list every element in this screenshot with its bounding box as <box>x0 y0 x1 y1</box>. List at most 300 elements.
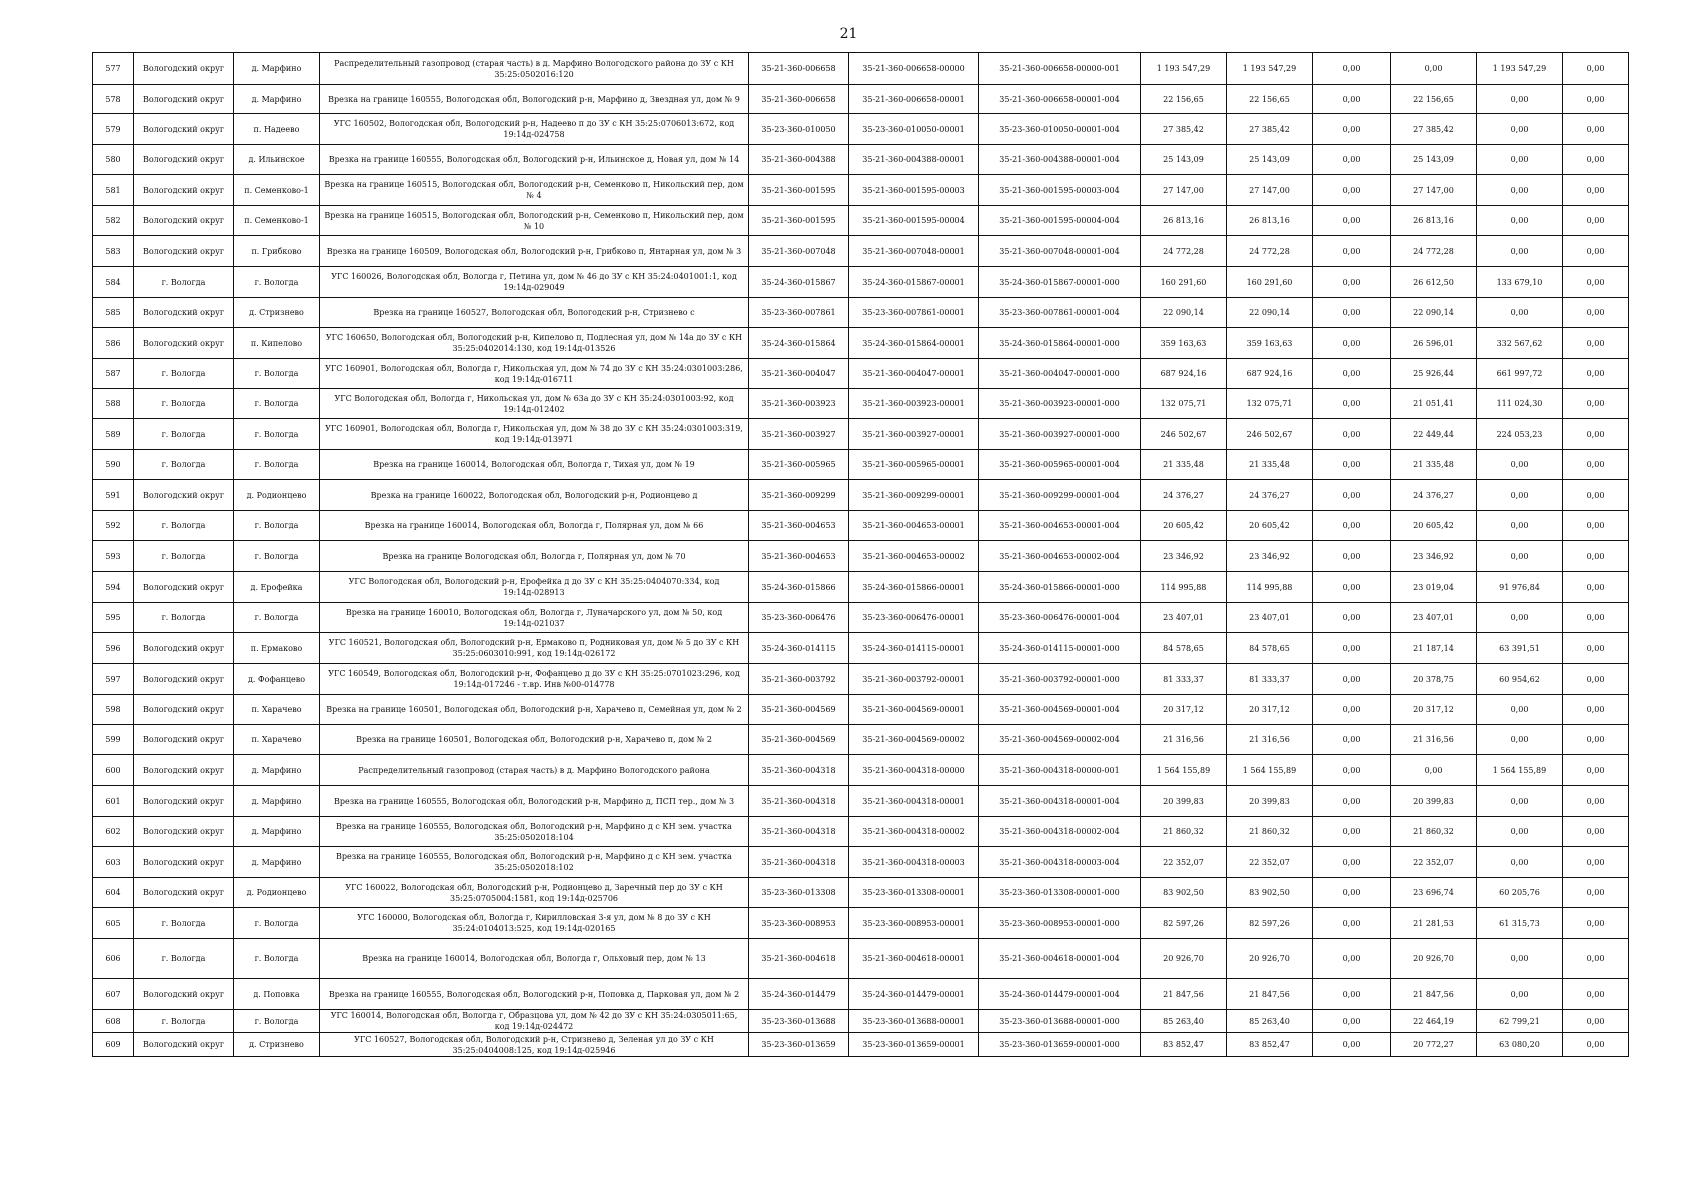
initial-cost-cell: 114 995,88 <box>1141 572 1227 603</box>
amortization-cell: 0,00 <box>1313 450 1391 480</box>
value-cell-c: 0,00 <box>1563 786 1629 817</box>
amortization-cell: 0,00 <box>1313 603 1391 633</box>
registry-code-cell: 35-23-360-013688 <box>749 1010 849 1033</box>
value-cell-c: 0,00 <box>1563 817 1629 847</box>
value-cell-c: 0,00 <box>1563 939 1629 979</box>
row-number-cell: 608 <box>93 1010 134 1033</box>
locality-cell: г. Вологда <box>234 939 320 979</box>
value-cell-b: 332 567,62 <box>1477 328 1563 359</box>
object-description-cell: Врезка на границе 160555, Вологодская обл, Вологодский р-н, Ильинское д, Новая ул, дом № 14 <box>320 145 749 175</box>
residual-cost-cell: 23 407,01 <box>1227 603 1313 633</box>
locality-cell: г. Вологда <box>234 541 320 572</box>
row-number-cell: 604 <box>93 878 134 908</box>
object-description-cell: Врезка на границе 160527, Вологодская обл, Вологодский р-н, Стризнево с <box>320 298 749 328</box>
value-cell-b: 1 193 547,29 <box>1477 53 1563 85</box>
initial-cost-cell: 22 156,65 <box>1141 85 1227 114</box>
registry-code-cell: 35-21-360-004618 <box>749 939 849 979</box>
initial-cost-cell: 23 346,92 <box>1141 541 1227 572</box>
value-cell-a: 20 399,83 <box>1391 786 1477 817</box>
initial-cost-cell: 21 860,32 <box>1141 817 1227 847</box>
value-cell-a: 25 143,09 <box>1391 145 1477 175</box>
district-cell: Вологодский округ <box>134 786 234 817</box>
initial-cost-cell: 27 147,00 <box>1141 175 1227 206</box>
value-cell-a: 26 612,50 <box>1391 267 1477 298</box>
locality-cell: г. Вологда <box>234 450 320 480</box>
locality-cell: г. Вологда <box>234 359 320 389</box>
district-cell: Вологодский округ <box>134 817 234 847</box>
table-row <box>93 359 1629 389</box>
registry-code-cell: 35-24-360-015866 <box>749 572 849 603</box>
value-cell-c: 0,00 <box>1563 328 1629 359</box>
value-cell-c: 0,00 <box>1563 85 1629 114</box>
table-row <box>93 541 1629 572</box>
district-cell: г. Вологда <box>134 603 234 633</box>
object-description-cell: УГС 160014, Вологодская обл, Вологда г, Образцова ул, дом № 42 до ЗУ с КН 35:24:0305011:65, код 19:14д-024472 <box>320 1010 749 1033</box>
value-cell-b: 60 954,62 <box>1477 664 1563 695</box>
initial-cost-cell: 246 502,67 <box>1141 419 1227 450</box>
locality-cell: г. Вологда <box>234 389 320 419</box>
residual-cost-cell: 25 143,09 <box>1227 145 1313 175</box>
residual-cost-cell: 20 317,12 <box>1227 695 1313 725</box>
amortization-cell: 0,00 <box>1313 53 1391 85</box>
district-cell: Вологодский округ <box>134 175 234 206</box>
table-row <box>93 1010 1629 1033</box>
value-cell-b: 0,00 <box>1477 541 1563 572</box>
registry-code-cell: 35-21-360-001595 <box>749 206 849 236</box>
amortization-cell: 0,00 <box>1313 511 1391 541</box>
inventory-code-cell: 35-21-360-006658-00001-004 <box>979 85 1141 114</box>
inventory-code-cell: 35-21-360-007048-00001-004 <box>979 236 1141 267</box>
district-cell: г. Вологда <box>134 908 234 939</box>
table-row <box>93 786 1629 817</box>
value-cell-b: 661 997,72 <box>1477 359 1563 389</box>
value-cell-b: 63 080,20 <box>1477 1033 1563 1057</box>
locality-cell: д. Марфино <box>234 847 320 878</box>
table-row <box>93 450 1629 480</box>
table-row <box>93 755 1629 786</box>
residual-cost-cell: 84 578,65 <box>1227 633 1313 664</box>
registry-code-cell: 35-24-360-014479 <box>749 979 849 1010</box>
value-cell-c: 0,00 <box>1563 53 1629 85</box>
value-cell-c: 0,00 <box>1563 755 1629 786</box>
residual-cost-cell: 21 860,32 <box>1227 817 1313 847</box>
object-description-cell: УГС Вологодская обл, Вологодский р-н, Ерофейка д до ЗУ с КН 35:25:0404070:334, код 19:14д-028913 <box>320 572 749 603</box>
amortization-cell: 0,00 <box>1313 480 1391 511</box>
registry-code-cell: 35-21-360-003923 <box>749 389 849 419</box>
row-number-cell: 593 <box>93 541 134 572</box>
value-cell-c: 0,00 <box>1563 541 1629 572</box>
inventory-code-cell: 35-21-360-004653-00002-004 <box>979 541 1141 572</box>
object-code-cell: 35-24-360-015864-00001 <box>849 328 979 359</box>
value-cell-b: 0,00 <box>1477 85 1563 114</box>
table-row <box>93 847 1629 878</box>
value-cell-a: 22 449,44 <box>1391 419 1477 450</box>
value-cell-b: 0,00 <box>1477 236 1563 267</box>
locality-cell: д. Марфино <box>234 755 320 786</box>
locality-cell: п. Харачево <box>234 695 320 725</box>
value-cell-a: 23 019,04 <box>1391 572 1477 603</box>
object-description-cell: Врезка на границе 160555, Вологодская обл, Вологодский р-н, Марфино д с КН зем. участка 35:25:0502018:102 <box>320 847 749 878</box>
inventory-code-cell: 35-21-360-004318-00003-004 <box>979 847 1141 878</box>
object-code-cell: 35-21-360-004388-00001 <box>849 145 979 175</box>
locality-cell: д. Ерофейка <box>234 572 320 603</box>
registry-code-cell: 35-24-360-015867 <box>749 267 849 298</box>
value-cell-b: 60 205,76 <box>1477 878 1563 908</box>
value-cell-a: 20 605,42 <box>1391 511 1477 541</box>
inventory-code-cell: 35-24-360-015864-00001-000 <box>979 328 1141 359</box>
value-cell-c: 0,00 <box>1563 633 1629 664</box>
residual-cost-cell: 23 346,92 <box>1227 541 1313 572</box>
value-cell-c: 0,00 <box>1563 480 1629 511</box>
registry-table <box>92 52 1629 1057</box>
residual-cost-cell: 359 163,63 <box>1227 328 1313 359</box>
district-cell: Вологодский округ <box>134 979 234 1010</box>
residual-cost-cell: 1 193 547,29 <box>1227 53 1313 85</box>
initial-cost-cell: 21 335,48 <box>1141 450 1227 480</box>
amortization-cell: 0,00 <box>1313 267 1391 298</box>
object-description-cell: УГС 160000, Вологодская обл, Вологда г, Кирилловская 3-я ул, дом № 8 до ЗУ с КН 35:24:0104013:525, код 19:14д-020165 <box>320 908 749 939</box>
value-cell-c: 0,00 <box>1563 695 1629 725</box>
district-cell: Вологодский округ <box>134 1033 234 1057</box>
row-number-cell: 578 <box>93 85 134 114</box>
value-cell-a: 27 385,42 <box>1391 114 1477 145</box>
table-row <box>93 114 1629 145</box>
residual-cost-cell: 21 847,56 <box>1227 979 1313 1010</box>
table-row <box>93 979 1629 1010</box>
district-cell: Вологодский округ <box>134 755 234 786</box>
object-code-cell: 35-21-360-003792-00001 <box>849 664 979 695</box>
table-row <box>93 908 1629 939</box>
inventory-code-cell: 35-21-360-003923-00001-000 <box>979 389 1141 419</box>
residual-cost-cell: 22 090,14 <box>1227 298 1313 328</box>
amortization-cell: 0,00 <box>1313 298 1391 328</box>
district-cell: Вологодский округ <box>134 236 234 267</box>
locality-cell: п. Семенково-1 <box>234 175 320 206</box>
district-cell: г. Вологда <box>134 389 234 419</box>
row-number-cell: 606 <box>93 939 134 979</box>
value-cell-a: 20 926,70 <box>1391 939 1477 979</box>
page-number: 21 <box>839 26 858 42</box>
locality-cell: п. Ермаково <box>234 633 320 664</box>
registry-code-cell: 35-23-360-008953 <box>749 908 849 939</box>
district-cell: Вологодский округ <box>134 695 234 725</box>
registry-code-cell: 35-21-360-004318 <box>749 786 849 817</box>
initial-cost-cell: 27 385,42 <box>1141 114 1227 145</box>
object-description-cell: Врезка на границе 160014, Вологодская обл, Вологда г, Полярная ул, дом № 66 <box>320 511 749 541</box>
value-cell-c: 0,00 <box>1563 236 1629 267</box>
amortization-cell: 0,00 <box>1313 633 1391 664</box>
registry-code-cell: 35-21-360-004569 <box>749 695 849 725</box>
row-number-cell: 588 <box>93 389 134 419</box>
value-cell-c: 0,00 <box>1563 664 1629 695</box>
locality-cell: г. Вологда <box>234 603 320 633</box>
value-cell-c: 0,00 <box>1563 206 1629 236</box>
value-cell-c: 0,00 <box>1563 572 1629 603</box>
value-cell-c: 0,00 <box>1563 389 1629 419</box>
initial-cost-cell: 20 317,12 <box>1141 695 1227 725</box>
inventory-code-cell: 35-21-360-004653-00001-004 <box>979 511 1141 541</box>
object-code-cell: 35-21-360-001595-00003 <box>849 175 979 206</box>
district-cell: Вологодский округ <box>134 114 234 145</box>
district-cell: г. Вологда <box>134 1010 234 1033</box>
table-row <box>93 1033 1629 1057</box>
registry-code-cell: 35-23-360-013659 <box>749 1033 849 1057</box>
row-number-cell: 582 <box>93 206 134 236</box>
inventory-code-cell: 35-21-360-004569-00001-004 <box>979 695 1141 725</box>
table-row <box>93 145 1629 175</box>
locality-cell: д. Марфино <box>234 817 320 847</box>
object-code-cell: 35-21-360-005965-00001 <box>849 450 979 480</box>
amortization-cell: 0,00 <box>1313 419 1391 450</box>
object-code-cell: 35-23-360-013688-00001 <box>849 1010 979 1033</box>
table-body <box>93 53 1629 1057</box>
district-cell: Вологодский округ <box>134 206 234 236</box>
object-description-cell: УГС 160026, Вологодская обл, Вологда г, Петина ул, дом № 46 до ЗУ с КН 35:24:0401001:1, код 19:14д-029049 <box>320 267 749 298</box>
row-number-cell: 592 <box>93 511 134 541</box>
amortization-cell: 0,00 <box>1313 878 1391 908</box>
table-row <box>93 53 1629 85</box>
locality-cell: г. Вологда <box>234 419 320 450</box>
locality-cell: д. Стризнево <box>234 298 320 328</box>
row-number-cell: 586 <box>93 328 134 359</box>
district-cell: Вологодский округ <box>134 633 234 664</box>
value-cell-b: 0,00 <box>1477 979 1563 1010</box>
value-cell-c: 0,00 <box>1563 114 1629 145</box>
amortization-cell: 0,00 <box>1313 755 1391 786</box>
locality-cell: п. Харачево <box>234 725 320 755</box>
value-cell-c: 0,00 <box>1563 878 1629 908</box>
table-row <box>93 328 1629 359</box>
residual-cost-cell: 21 316,56 <box>1227 725 1313 755</box>
locality-cell: д. Марфино <box>234 85 320 114</box>
locality-cell: д. Марфино <box>234 786 320 817</box>
district-cell: Вологодский округ <box>134 480 234 511</box>
table-row <box>93 511 1629 541</box>
initial-cost-cell: 82 597,26 <box>1141 908 1227 939</box>
amortization-cell: 0,00 <box>1313 786 1391 817</box>
row-number-cell: 577 <box>93 53 134 85</box>
value-cell-a: 0,00 <box>1391 53 1477 85</box>
object-code-cell: 35-21-360-004047-00001 <box>849 359 979 389</box>
value-cell-a: 24 772,28 <box>1391 236 1477 267</box>
table-row <box>93 878 1629 908</box>
registry-code-cell: 35-21-360-007048 <box>749 236 849 267</box>
object-code-cell: 35-23-360-010050-00001 <box>849 114 979 145</box>
residual-cost-cell: 21 335,48 <box>1227 450 1313 480</box>
locality-cell: п. Семенково-1 <box>234 206 320 236</box>
inventory-code-cell: 35-21-360-001595-00004-004 <box>979 206 1141 236</box>
locality-cell: п. Надеево <box>234 114 320 145</box>
row-number-cell: 595 <box>93 603 134 633</box>
initial-cost-cell: 83 902,50 <box>1141 878 1227 908</box>
table-row <box>93 480 1629 511</box>
amortization-cell: 0,00 <box>1313 175 1391 206</box>
value-cell-a: 21 847,56 <box>1391 979 1477 1010</box>
district-cell: г. Вологда <box>134 541 234 572</box>
residual-cost-cell: 687 924,16 <box>1227 359 1313 389</box>
value-cell-a: 26 813,16 <box>1391 206 1477 236</box>
table-row <box>93 695 1629 725</box>
district-cell: г. Вологда <box>134 450 234 480</box>
residual-cost-cell: 246 502,67 <box>1227 419 1313 450</box>
locality-cell: г. Вологда <box>234 1010 320 1033</box>
district-cell: Вологодский округ <box>134 878 234 908</box>
object-code-cell: 35-23-360-013659-00001 <box>849 1033 979 1057</box>
value-cell-a: 20 317,12 <box>1391 695 1477 725</box>
value-cell-b: 0,00 <box>1477 114 1563 145</box>
district-cell: Вологодский округ <box>134 53 234 85</box>
registry-code-cell: 35-21-360-006658 <box>749 85 849 114</box>
table-row <box>93 817 1629 847</box>
value-cell-a: 27 147,00 <box>1391 175 1477 206</box>
row-number-cell: 580 <box>93 145 134 175</box>
district-cell: Вологодский округ <box>134 572 234 603</box>
value-cell-a: 26 596,01 <box>1391 328 1477 359</box>
registry-code-cell: 35-23-360-006476 <box>749 603 849 633</box>
value-cell-a: 23 346,92 <box>1391 541 1477 572</box>
object-description-cell: УГС 160650, Вологодская обл, Вологодский р-н, Кипелово п, Подлесная ул, дом № 14а до ЗУ с КН 35:25:0402014:130, код 19:14д-013526 <box>320 328 749 359</box>
district-cell: Вологодский округ <box>134 328 234 359</box>
object-description-cell: УГС 160901, Вологодская обл, Вологда г, Никольская ул, дом № 74 до ЗУ с КН 35:24:0301003:286, код 19:14д-016711 <box>320 359 749 389</box>
value-cell-b: 62 799,21 <box>1477 1010 1563 1033</box>
district-cell: г. Вологда <box>134 939 234 979</box>
registry-code-cell: 35-23-360-013308 <box>749 878 849 908</box>
object-description-cell: Врезка на границе 160501, Вологодская обл, Вологодский р-н, Харачево п, дом № 2 <box>320 725 749 755</box>
residual-cost-cell: 20 926,70 <box>1227 939 1313 979</box>
value-cell-b: 0,00 <box>1477 206 1563 236</box>
amortization-cell: 0,00 <box>1313 939 1391 979</box>
value-cell-b: 0,00 <box>1477 145 1563 175</box>
value-cell-b: 63 391,51 <box>1477 633 1563 664</box>
initial-cost-cell: 20 926,70 <box>1141 939 1227 979</box>
value-cell-b: 0,00 <box>1477 175 1563 206</box>
initial-cost-cell: 25 143,09 <box>1141 145 1227 175</box>
amortization-cell: 0,00 <box>1313 206 1391 236</box>
registry-code-cell: 35-21-360-004047 <box>749 359 849 389</box>
object-code-cell: 35-24-360-014115-00001 <box>849 633 979 664</box>
residual-cost-cell: 27 385,42 <box>1227 114 1313 145</box>
row-number-cell: 602 <box>93 817 134 847</box>
locality-cell: д. Стризнево <box>234 1033 320 1057</box>
residual-cost-cell: 20 399,83 <box>1227 786 1313 817</box>
inventory-code-cell: 35-21-360-004618-00001-004 <box>979 939 1141 979</box>
inventory-code-cell: 35-24-360-015867-00001-000 <box>979 267 1141 298</box>
row-number-cell: 597 <box>93 664 134 695</box>
inventory-code-cell: 35-21-360-003792-00001-000 <box>979 664 1141 695</box>
value-cell-a: 20 378,75 <box>1391 664 1477 695</box>
locality-cell: д. Родионцево <box>234 480 320 511</box>
row-number-cell: 598 <box>93 695 134 725</box>
value-cell-a: 20 772,27 <box>1391 1033 1477 1057</box>
row-number-cell: 590 <box>93 450 134 480</box>
value-cell-c: 0,00 <box>1563 1033 1629 1057</box>
value-cell-b: 0,00 <box>1477 786 1563 817</box>
initial-cost-cell: 23 407,01 <box>1141 603 1227 633</box>
object-description-cell: УГС 160521, Вологодская обл, Вологодский р-н, Ермаково п, Родниковая ул, дом № 5 до ЗУ с КН 35:25:0603010:991, код 19:14д-026172 <box>320 633 749 664</box>
row-number-cell: 581 <box>93 175 134 206</box>
amortization-cell: 0,00 <box>1313 85 1391 114</box>
value-cell-a: 0,00 <box>1391 755 1477 786</box>
object-code-cell: 35-21-360-004318-00000 <box>849 755 979 786</box>
amortization-cell: 0,00 <box>1313 695 1391 725</box>
registry-code-cell: 35-21-360-004653 <box>749 511 849 541</box>
inventory-code-cell: 35-21-360-004569-00002-004 <box>979 725 1141 755</box>
object-code-cell: 35-21-360-001595-00004 <box>849 206 979 236</box>
object-description-cell: Врезка на границе 160501, Вологодская обл, Вологодский р-н, Харачево п, Семейная ул, дом № 2 <box>320 695 749 725</box>
inventory-code-cell: 35-23-360-008953-00001-000 <box>979 908 1141 939</box>
value-cell-c: 0,00 <box>1563 603 1629 633</box>
value-cell-a: 21 281,53 <box>1391 908 1477 939</box>
initial-cost-cell: 26 813,16 <box>1141 206 1227 236</box>
locality-cell: г. Вологда <box>234 908 320 939</box>
district-cell: Вологодский округ <box>134 664 234 695</box>
initial-cost-cell: 83 852,47 <box>1141 1033 1227 1057</box>
object-description-cell: УГС 160022, Вологодская обл, Вологодский р-н, Родионцево д, Заречный пер до ЗУ с КН 35:25:0705004:1581, код 19:14д-025706 <box>320 878 749 908</box>
object-description-cell: УГС 160901, Вологодская обл, Вологда г, Никольская ул, дом № 38 до ЗУ с КН 35:24:0301003:319, код 19:14д-013971 <box>320 419 749 450</box>
inventory-code-cell: 35-21-360-004318-00000-001 <box>979 755 1141 786</box>
district-cell: Вологодский округ <box>134 725 234 755</box>
amortization-cell: 0,00 <box>1313 847 1391 878</box>
object-description-cell: Врезка на границе 160509, Вологодская обл, Вологодский р-н, Грибково п, Янтарная ул, дом № 3 <box>320 236 749 267</box>
value-cell-a: 21 187,14 <box>1391 633 1477 664</box>
object-description-cell: Врезка на границе 160555, Вологодская обл, Вологодский р-н, Марфино д, ПСП тер., дом № 3 <box>320 786 749 817</box>
row-number-cell: 583 <box>93 236 134 267</box>
value-cell-b: 0,00 <box>1477 603 1563 633</box>
table-row <box>93 85 1629 114</box>
object-code-cell: 35-24-360-014479-00001 <box>849 979 979 1010</box>
residual-cost-cell: 85 263,40 <box>1227 1010 1313 1033</box>
initial-cost-cell: 22 090,14 <box>1141 298 1227 328</box>
inventory-code-cell: 35-23-360-013659-00001-000 <box>979 1033 1141 1057</box>
district-cell: Вологодский округ <box>134 847 234 878</box>
value-cell-a: 22 352,07 <box>1391 847 1477 878</box>
table-row <box>93 206 1629 236</box>
value-cell-c: 0,00 <box>1563 267 1629 298</box>
amortization-cell: 0,00 <box>1313 328 1391 359</box>
initial-cost-cell: 687 924,16 <box>1141 359 1227 389</box>
object-code-cell: 35-21-360-004318-00003 <box>849 847 979 878</box>
value-cell-a: 23 407,01 <box>1391 603 1477 633</box>
object-description-cell: Врезка на границе Вологодская обл, Вологда г, Полярная ул, дом № 70 <box>320 541 749 572</box>
residual-cost-cell: 22 352,07 <box>1227 847 1313 878</box>
amortization-cell: 0,00 <box>1313 572 1391 603</box>
initial-cost-cell: 20 399,83 <box>1141 786 1227 817</box>
object-code-cell: 35-21-360-003927-00001 <box>849 419 979 450</box>
object-code-cell: 35-24-360-015867-00001 <box>849 267 979 298</box>
value-cell-b: 0,00 <box>1477 450 1563 480</box>
value-cell-c: 0,00 <box>1563 175 1629 206</box>
inventory-code-cell: 35-21-360-004047-00001-000 <box>979 359 1141 389</box>
table-row <box>93 664 1629 695</box>
value-cell-a: 21 316,56 <box>1391 725 1477 755</box>
residual-cost-cell: 114 995,88 <box>1227 572 1313 603</box>
residual-cost-cell: 24 772,28 <box>1227 236 1313 267</box>
registry-code-cell: 35-24-360-015864 <box>749 328 849 359</box>
registry-code-cell: 35-21-360-004388 <box>749 145 849 175</box>
object-code-cell: 35-21-360-004318-00002 <box>849 817 979 847</box>
residual-cost-cell: 24 376,27 <box>1227 480 1313 511</box>
amortization-cell: 0,00 <box>1313 114 1391 145</box>
table-row <box>93 175 1629 206</box>
inventory-code-cell: 35-21-360-001595-00003-004 <box>979 175 1141 206</box>
locality-cell: п. Кипелово <box>234 328 320 359</box>
initial-cost-cell: 1 564 155,89 <box>1141 755 1227 786</box>
value-cell-a: 21 051,41 <box>1391 389 1477 419</box>
object-description-cell: Распределительный газопровод (старая часть) в д. Марфино Вологодского района <box>320 755 749 786</box>
initial-cost-cell: 22 352,07 <box>1141 847 1227 878</box>
inventory-code-cell: 35-21-360-004318-00002-004 <box>979 817 1141 847</box>
locality-cell: г. Вологда <box>234 267 320 298</box>
